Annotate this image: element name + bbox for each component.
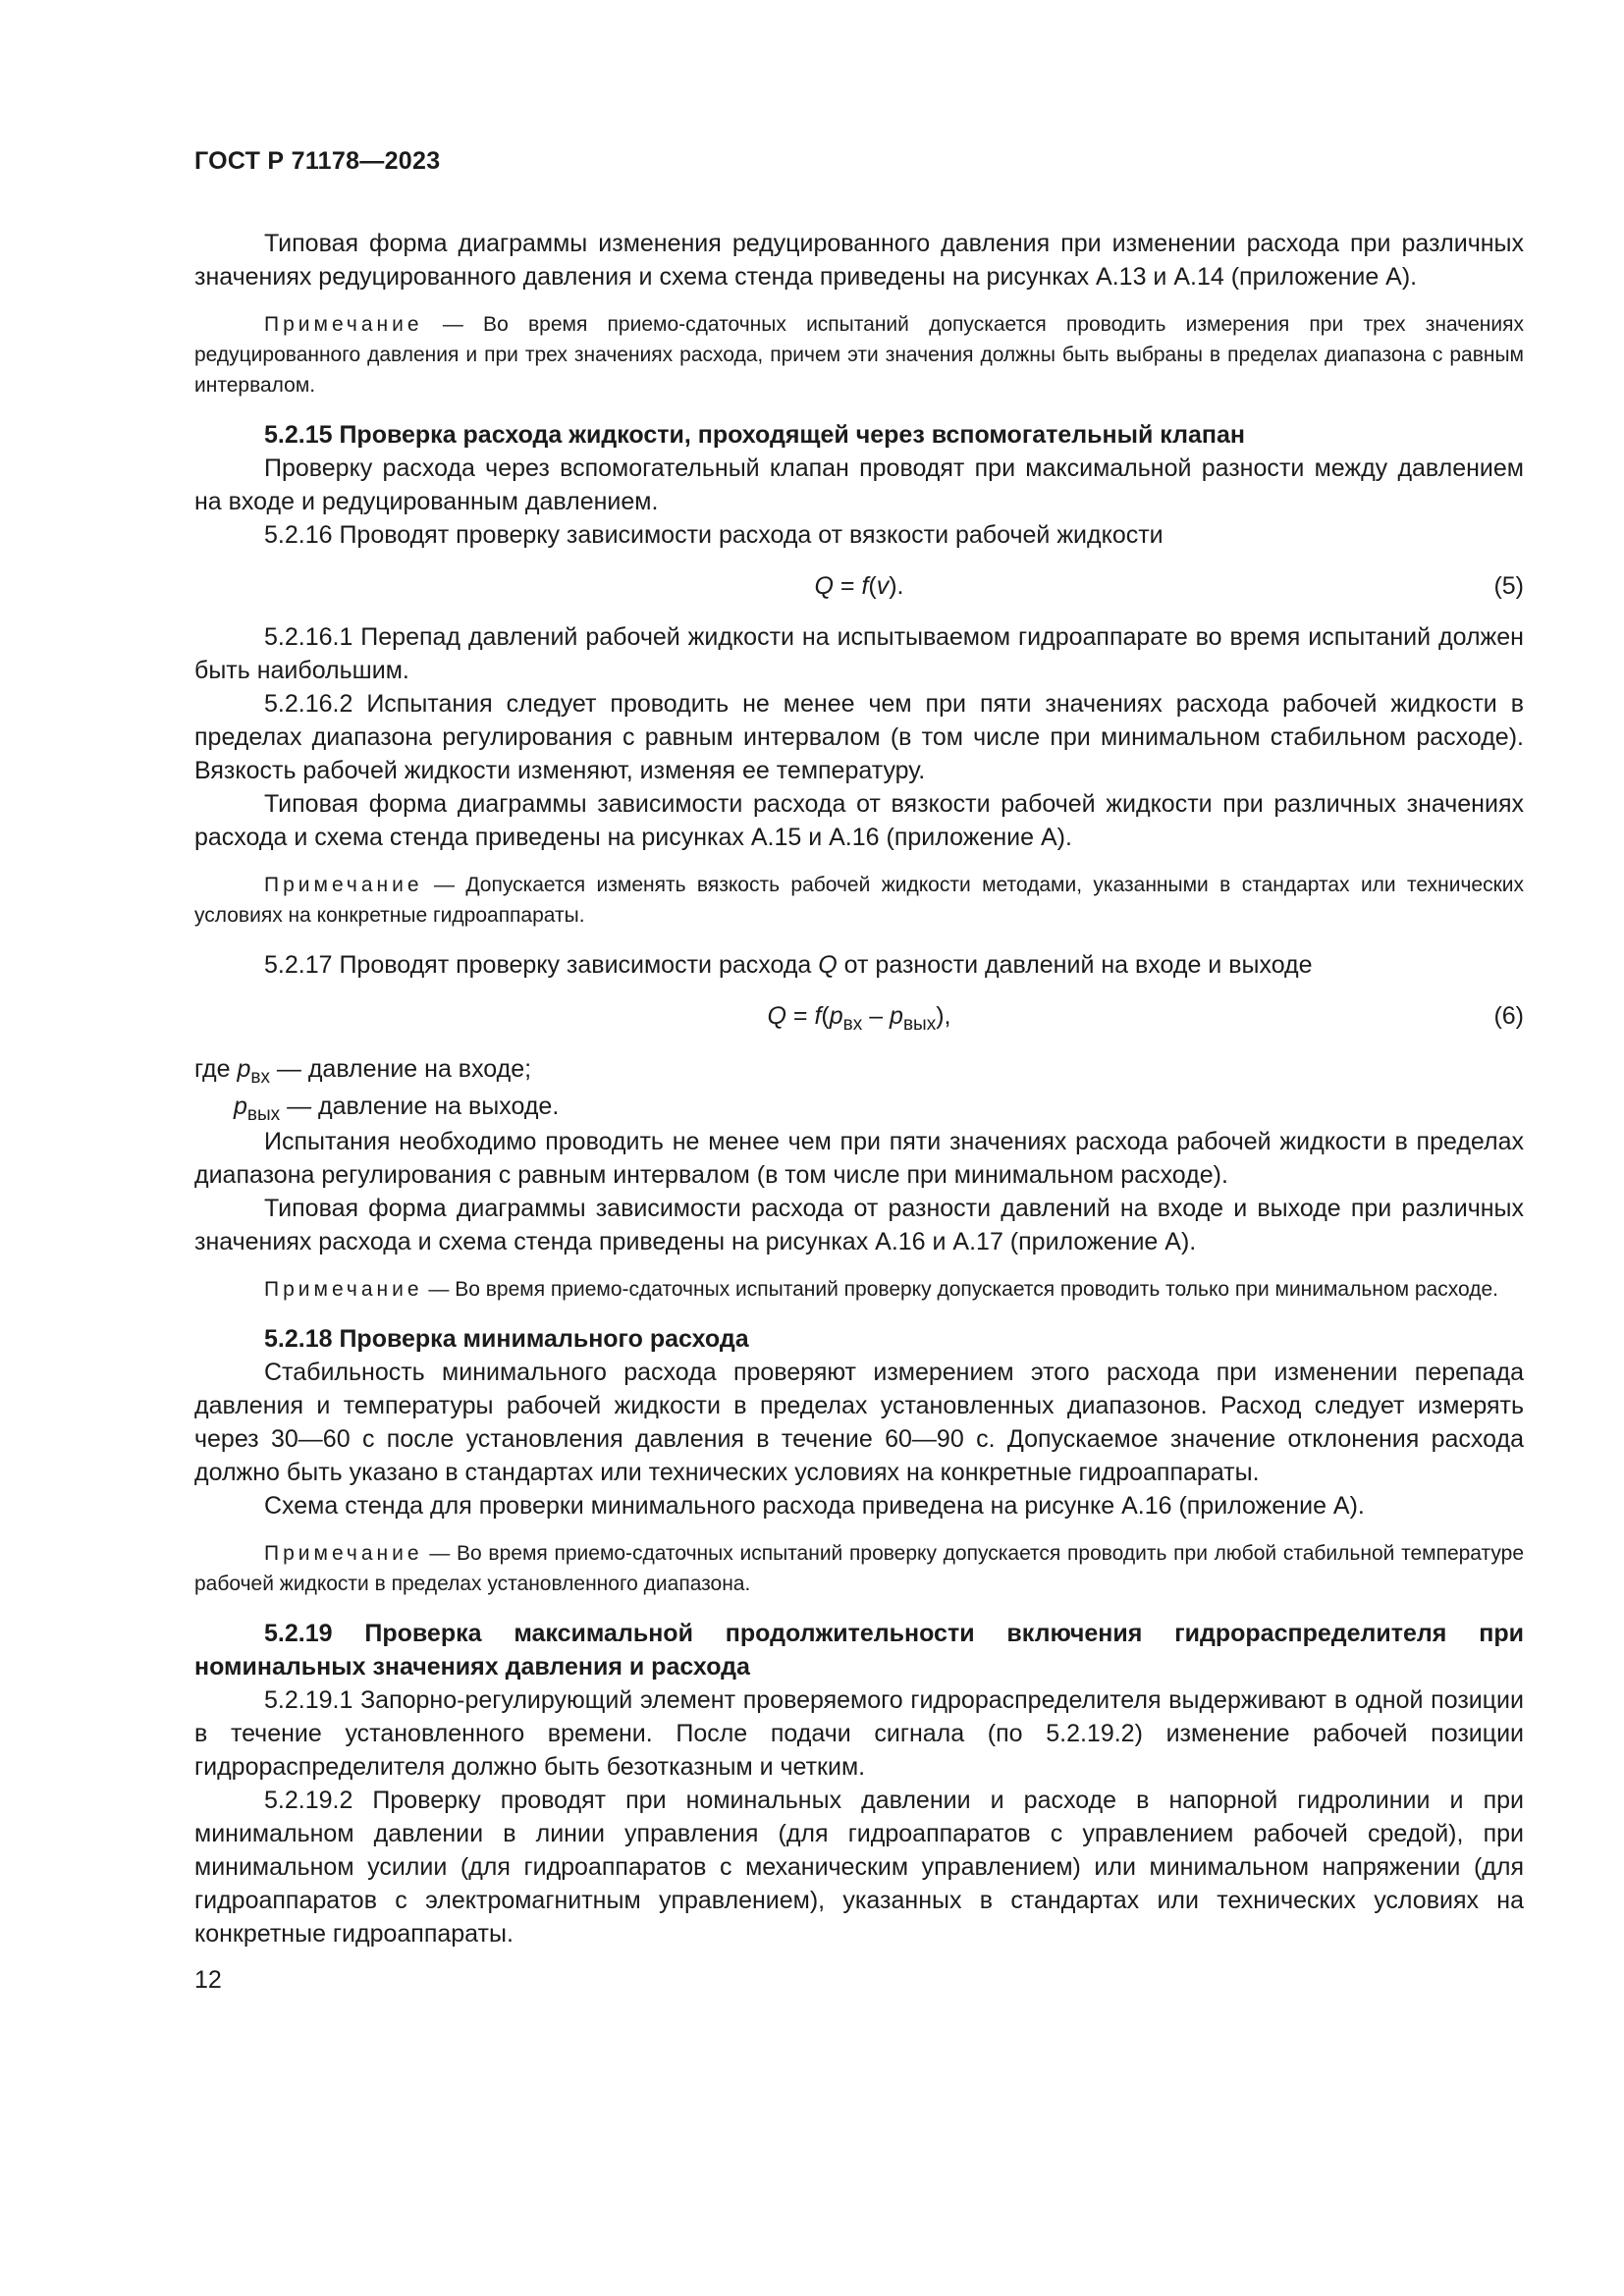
note-text: — Во время приемо-сдаточных испытаний проверку допускается проводить при любой стабильной температуре рабочей жидкости в пределах установленного диапазона. <box>194 1542 1524 1595</box>
note-label: Примечание <box>264 1278 423 1301</box>
section-5-2-16-1: 5.2.16.1 Перепад давлений рабочей жидкости на испытываемом гидроаппарате во время испытаний должен быть наибольшим. <box>194 623 1524 684</box>
formula-5 <box>194 569 1524 603</box>
note-label: Примечание <box>264 874 423 896</box>
document-page <box>194 147 1524 1995</box>
note-text: — Допускается изменять вязкость рабочей жидкости методами, указанными в стандартах или технических условиях на конкретные гидроаппараты. <box>194 874 1524 927</box>
section-5-2-18-text: Стабильность минимального расхода проверяют измерением этого расхода при изменении перепада давления и температуры рабочей жидкости в пределах установленных диапазонов. Расход следует измерять через 30—60 с после установления давления в течение 60—90 с. Допускаемое значение отклонения расхода должно быть указано в стандартах или технических условиях на конкретные гидроаппараты. <box>194 1359 1524 1486</box>
note-2 <box>194 870 1524 931</box>
formula-6-expression: $Q = f(p_{вх} - p_{вых})$, <box>767 1002 951 1035</box>
section-5-2-19-2: 5.2.19.2 Проверку проводят при номинальных давлении и расходе в напорной гидролинии и при минимальном давлении в линии управления (для гидроаппаратов с управлением рабочей средой), при минимальном усилии (для гидроаппаратов с механическим управлением) или минимальном напряжении (для гидроаппаратов с электромагнитным управлением), указанных в стандартах или технических условиях на конкретные гидроаппараты. <box>194 1787 1524 1948</box>
note-label: Примечание <box>264 1542 423 1565</box>
page-number: 12 <box>194 1966 222 1994</box>
paragraph-a15: Типовая форма диаграммы зависимости расхода от вязкости рабочей жидкости при различных значениях расхода и схема стенда приведены на рисунках А.15 и А.16 (приложение А). <box>194 790 1524 851</box>
where-input-line: где $p_{вх}$ — давление на входе; <box>194 1055 532 1088</box>
note-3 <box>194 1274 1524 1305</box>
section-5-2-19-1: 5.2.19.1 Запорно-регулирующий элемент проверяемого гидрораспределителя выдерживают в одной позиции в течение установленного времени. После подачи сигнала (по 5.2.19.2) изменение рабочей позиции гидрораспределителя должно быть безотказным и четким. <box>194 1686 1524 1781</box>
paragraph-a13: Типовая форма диаграммы изменения редуцированного давления при изменении расхода при различных значениях редуцированного давления и схема стенда приведены на рисунках А.13 и А.14 (приложение А). <box>194 230 1524 291</box>
section-5-2-15-title: 5.2.15 Проверка расхода жидкости, проходящей через вспомогательный клапан <box>264 421 1246 449</box>
section-5-2-16-text: 5.2.16 Проводят проверку зависимости расхода от вязкости рабочей жидкости <box>264 521 1164 549</box>
where-output-line: $p_{вых}$ — давление на выходе. <box>234 1093 560 1125</box>
section-5-2-15-text: Проверку расхода через вспомогательный клапан проводят при максимальной разности между давлением на входе и редуцированным давлением. <box>194 454 1524 515</box>
section-5-2-18-scheme: Схема стенда для проверки минимального расхода приведена на рисунке А.16 (приложение А). <box>264 1492 1365 1520</box>
where-block <box>194 1050 1524 1125</box>
paragraph-tests: Испытания необходимо проводить не менее чем при пяти значениях расхода рабочей жидкости в пределах диапазона регулирования с равным интервалом (в том числе при минимальном расходе). <box>194 1128 1524 1189</box>
formula-5-expression: Q = f(v). <box>814 572 904 600</box>
formula-6 <box>194 999 1524 1033</box>
note-1 <box>194 309 1524 400</box>
note-text: — Во время приемо-сдаточных испытаний допускается проводить измерения при трех значениях редуцированного давления и при трех значениях расхода, причем эти значения должны быть выбраны в пределах диапазона с равным интервалом. <box>194 313 1524 397</box>
section-5-2-17-text: 5.2.17 Проводят проверку зависимости расхода Q от разности давлений на входе и выходе <box>264 951 1313 979</box>
section-5-2-18-title: 5.2.18 Проверка минимального расхода <box>264 1325 749 1353</box>
note-4 <box>194 1538 1524 1599</box>
section-5-2-19-title: 5.2.19 Проверка максимальной продолжительности включения гидрораспределителя при номинальных значениях давления и расхода <box>194 1620 1524 1681</box>
paragraph-a16: Типовая форма диаграммы зависимости расхода от разности давлений на входе и выходе при различных значениях расхода и схема стенда приведены на рисунках А.16 и А.17 (приложение А). <box>194 1195 1524 1255</box>
section-5-2-16-2: 5.2.16.2 Испытания следует проводить не менее чем при пяти значениях расхода рабочей жидкости в пределах диапазона регулирования с равным интервалом (в том числе при минимальном стабильном расходе). Вязкость рабочей жидкости изменяют, изменяя ее температуру. <box>194 690 1524 784</box>
note-label: Примечание <box>264 313 423 336</box>
document-header: ГОСТ Р 71178—2023 <box>194 147 441 175</box>
formula-5-number: (5) <box>1493 572 1524 600</box>
formula-6-number: (6) <box>1493 1002 1524 1030</box>
note-text: — Во время приемо-сдаточных испытаний проверку допускается проводить только при минимальном расходе. <box>428 1278 1498 1301</box>
